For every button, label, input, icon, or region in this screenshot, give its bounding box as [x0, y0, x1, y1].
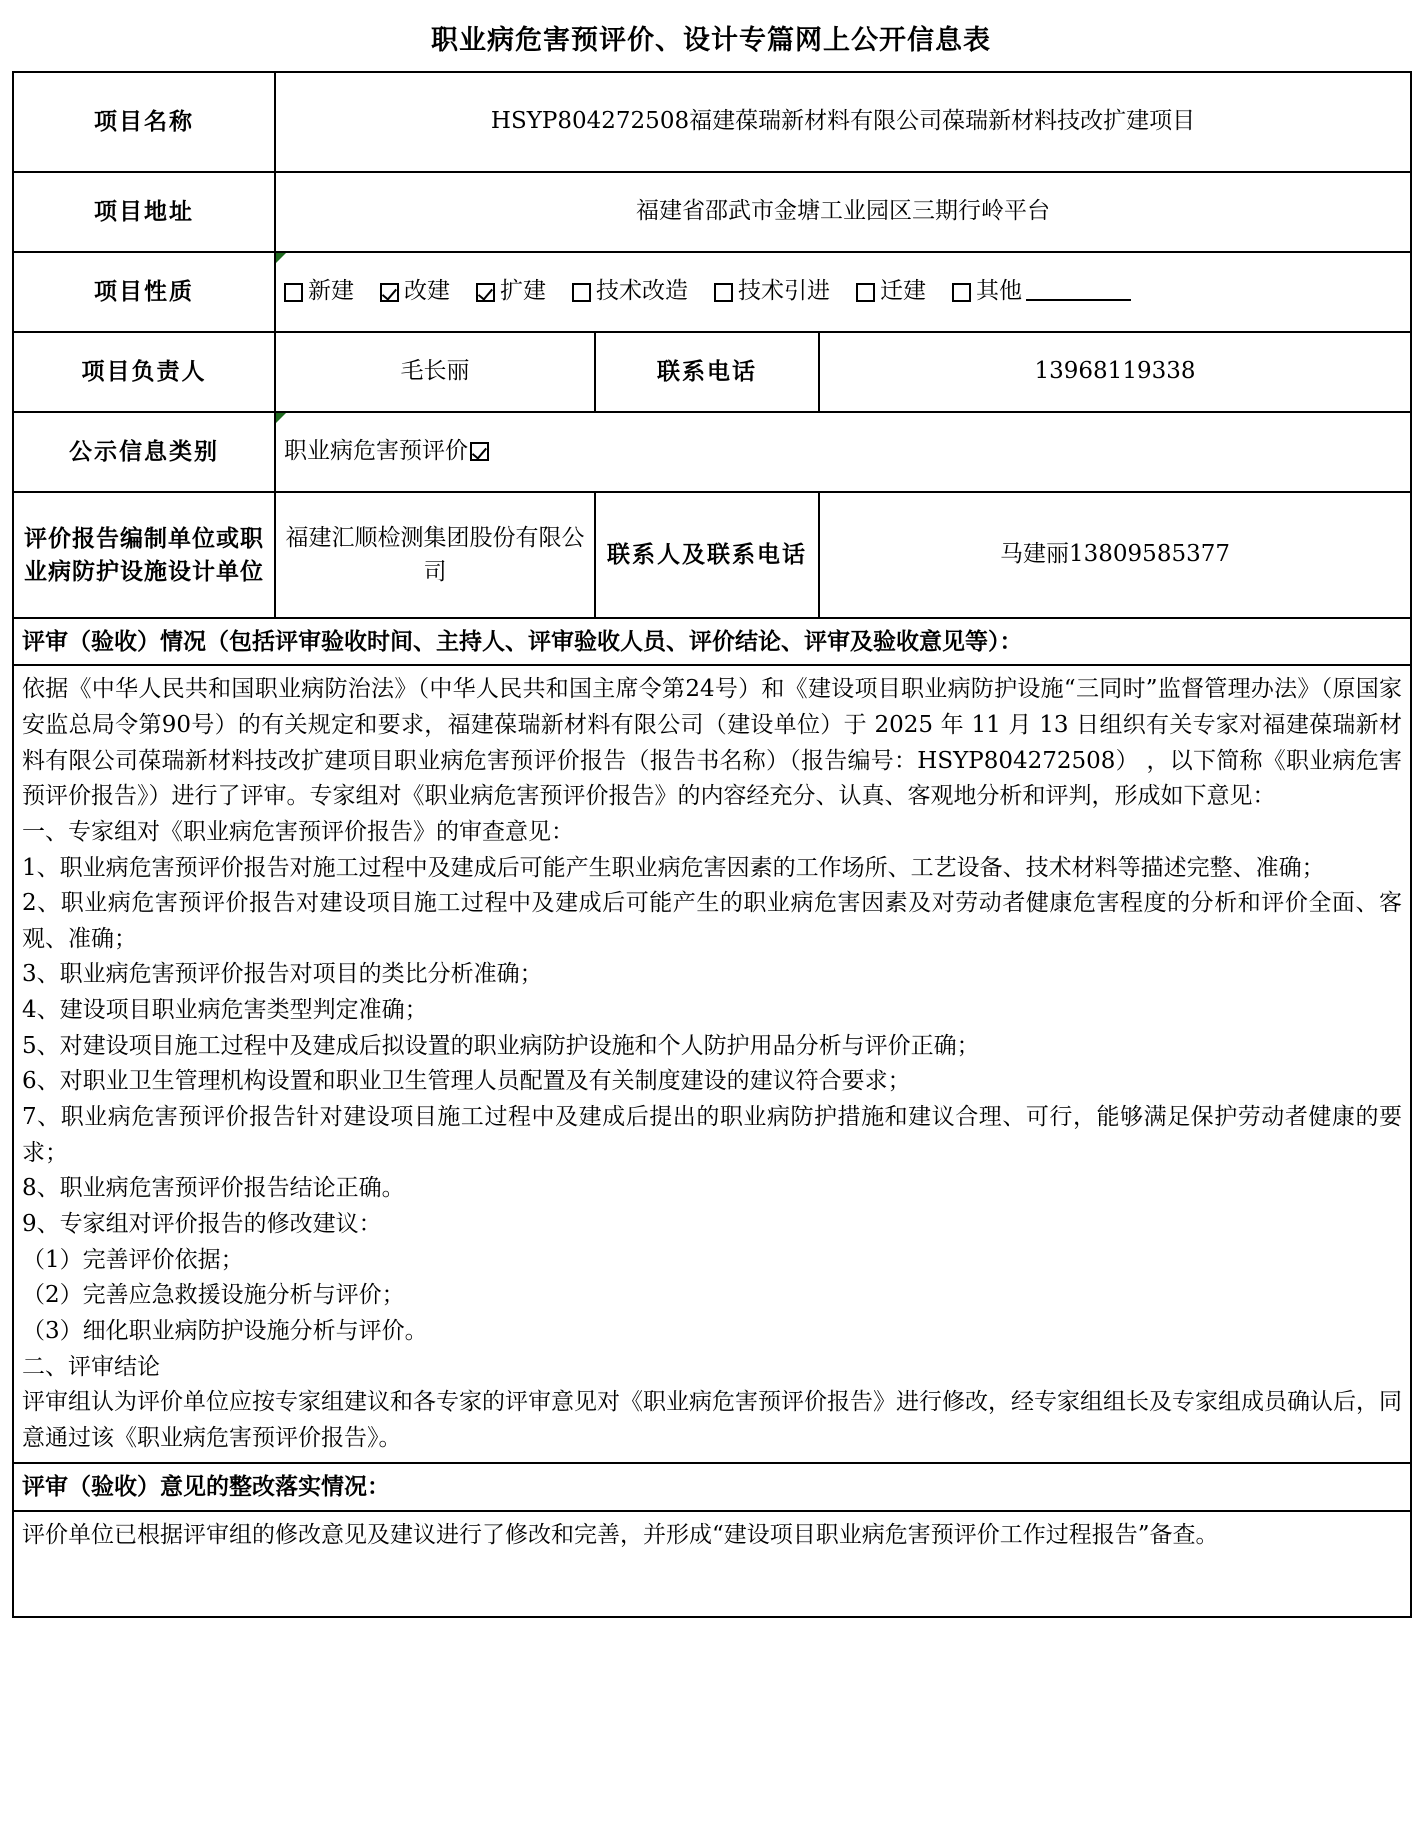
checkbox-其他[interactable]	[952, 283, 971, 302]
value-project-nature	[275, 252, 1411, 332]
review-paragraph: 评审组认为评价单位应按专家组建议和各专家的评审意见对《职业病危害预评价报告》进行修改，经专家组组长及专家组成员确认后，同意通过该《职业病危害预评价报告》。	[22, 1389, 1402, 1451]
checkbox-技术引进[interactable]	[714, 283, 733, 302]
value-disclosure-type	[275, 412, 1411, 492]
nature-option-技术引进[interactable]	[714, 275, 830, 308]
label-contact-person: 联系人及联系电话	[595, 492, 819, 618]
nature-option-label: 其他	[976, 278, 1022, 305]
value-contact-phone: 13968119338	[819, 332, 1411, 412]
table-row-report-unit	[13, 492, 1411, 618]
nature-option-新建[interactable]	[284, 275, 354, 308]
review-paragraph: （2）完善应急救援设施分析与评价；	[22, 1282, 405, 1309]
label-project-address: 项目地址	[13, 172, 275, 252]
rectification-section-body	[13, 1511, 1411, 1617]
table-row-project-name	[13, 72, 1411, 172]
review-paragraph: 5、对建设项目施工过程中及建成后拟设置的职业病防护设施和个人防护用品分析与评价正确；	[22, 1032, 980, 1059]
table-row-review-header	[13, 618, 1411, 665]
value-contact-person: 马建丽13809585377	[819, 492, 1411, 618]
nature-option-label: 改建	[404, 278, 450, 305]
project-nature-options	[284, 275, 1402, 308]
table-row-rectification-header	[13, 1463, 1411, 1510]
value-project-leader: 毛长丽	[275, 332, 595, 412]
checkbox-迁建[interactable]	[856, 283, 875, 302]
review-paragraph: （1）完善评价依据；	[22, 1246, 244, 1273]
table-row-rectification-body	[13, 1511, 1411, 1617]
review-paragraph: 一、专家组对《职业病危害预评价报告》的审查意见：	[22, 818, 574, 845]
nature-option-扩建[interactable]	[476, 275, 546, 308]
checkbox-新建[interactable]	[284, 283, 303, 302]
nature-option-label: 扩建	[500, 278, 546, 305]
nature-option-改建[interactable]	[380, 275, 450, 308]
nature-option-label: 技术引进	[738, 278, 830, 305]
label-project-leader: 项目负责人	[13, 332, 275, 412]
green-comment-marker	[276, 253, 286, 263]
label-contact-phone: 联系电话	[595, 332, 819, 412]
checkbox-扩建[interactable]	[476, 283, 495, 302]
rectification-text: 评价单位已根据评审组的修改意见及建议进行了修改和完善，并形成“建设项目职业病危害预评价工作过程报告”备查。	[22, 1521, 1219, 1548]
label-project-name: 项目名称	[13, 72, 275, 172]
nature-option-技术改造[interactable]	[572, 275, 688, 308]
info-table	[12, 71, 1412, 1618]
table-row-project-nature	[13, 252, 1411, 332]
checkbox-技术改造[interactable]	[572, 283, 591, 302]
value-project-address: 福建省邵武市金塘工业园区三期行岭平台	[275, 172, 1411, 252]
review-section-body	[13, 665, 1411, 1463]
label-report-unit: 评价报告编制单位或职业病防护设施设计单位	[13, 492, 275, 618]
review-paragraph: 2、职业病危害预评价报告对建设项目施工过程中及建成后可能产生的职业病危害因素及对劳动者健康危害程度的分析和评价全面、客观、准确；	[22, 890, 1402, 952]
review-paragraph: 1、职业病危害预评价报告对施工过程中及建成后可能产生职业病危害因素的工作场所、工艺设备、技术材料等描述完整、准确；	[22, 854, 1325, 881]
nature-option-迁建[interactable]	[856, 275, 926, 308]
review-paragraph: 9、专家组对评价报告的修改建议：	[22, 1210, 382, 1237]
other-blank-line[interactable]	[1026, 283, 1131, 301]
green-comment-marker-2	[276, 413, 286, 423]
review-paragraph: 二、评审结论	[22, 1353, 160, 1380]
table-row-project-leader	[13, 332, 1411, 412]
page-title: 职业病危害预评价、设计专篇网上公开信息表	[431, 25, 991, 56]
rectification-section-header: 评审（验收）意见的整改落实情况：	[13, 1463, 1411, 1510]
checkbox-改建[interactable]	[380, 283, 399, 302]
review-paragraph: 4、建设项目职业病危害类型判定准确；	[22, 997, 428, 1024]
label-disclosure-type: 公示信息类别	[13, 412, 275, 492]
table-row-project-address	[13, 172, 1411, 252]
nature-option-label: 迁建	[880, 278, 926, 305]
review-paragraph: （3）细化职业病防护设施分析与评价。	[22, 1317, 428, 1344]
review-paragraph: 依据《中华人民共和国职业病防治法》（中华人民共和国主席令第24号）和《建设项目职业病防护设施“三同时”监督管理办法》（原国家安监总局令第90号）的有关规定和要求，福建葆瑞新材料有限公司（建设单位）于 2025 年 11 月 13 日组织有关专家对福建葆瑞新材料有限公司葆瑞新材料技改扩建项目职业病危害预评价报告（报告书名称）（报告编号：HSYP804272508） ，以下简称《职业病危害预评价报告》）进行了评审。专家组对《职业病危害预评价报告》的内容经充分、认真、客观地分析和评判，形成如下意见：	[22, 676, 1402, 810]
label-project-nature: 项目性质	[13, 252, 275, 332]
nature-option-label: 新建	[308, 278, 354, 305]
review-paragraph: 6、对职业卫生管理机构设置和职业卫生管理人员配置及有关制度建设的建议符合要求；	[22, 1068, 911, 1095]
nature-option-其他[interactable]	[952, 275, 1131, 308]
disclosure-checkbox[interactable]	[470, 442, 489, 461]
review-paragraph: 3、职业病危害预评价报告对项目的类比分析准确；	[22, 961, 543, 988]
review-section-header: 评审（验收）情况（包括评审验收时间、主持人、评审验收人员、评价结论、评审及验收意见等）：	[13, 618, 1411, 665]
review-paragraph: 8、职业病危害预评价报告结论正确。	[22, 1175, 405, 1202]
disclosure-type-text: 职业病危害预评价	[284, 438, 468, 465]
value-report-unit: 福建汇顺检测集团股份有限公司	[275, 492, 595, 618]
table-row-review-body	[13, 665, 1411, 1463]
table-row-disclosure-type	[13, 412, 1411, 492]
value-project-name: HSYP804272508福建葆瑞新材料有限公司葆瑞新材料技改扩建项目	[275, 72, 1411, 172]
review-paragraph: 7、职业病危害预评价报告针对建设项目施工过程中及建成后提出的职业病防护措施和建议合理、可行，能够满足保护劳动者健康的要求；	[22, 1104, 1402, 1166]
nature-option-label: 技术改造	[596, 278, 688, 305]
